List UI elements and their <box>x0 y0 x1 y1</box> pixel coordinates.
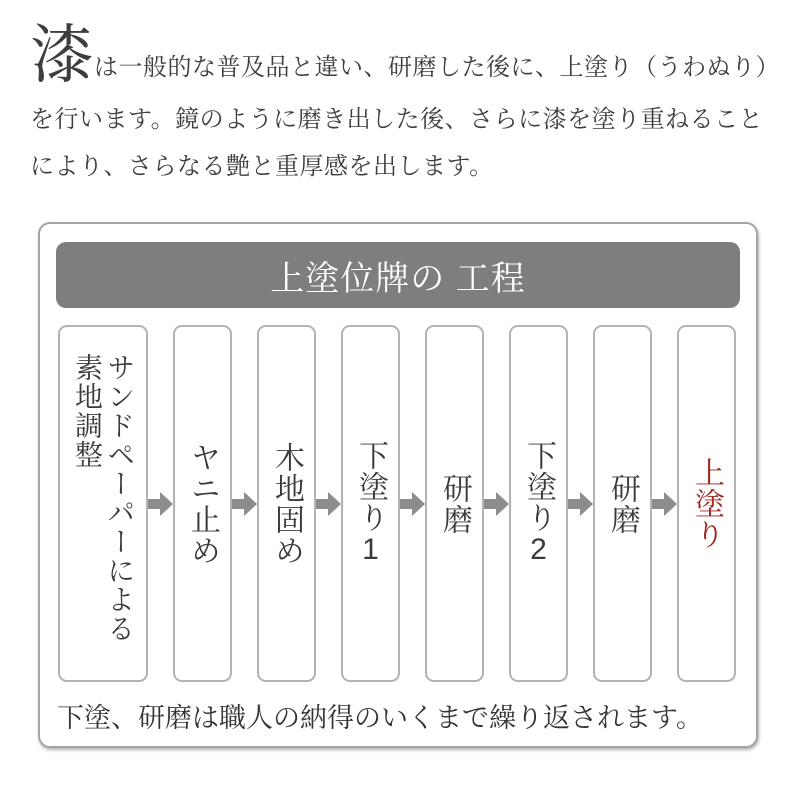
diagram-title: 上塗位牌の 工程 <box>270 259 526 298</box>
step-label: 研磨 <box>438 472 471 535</box>
arrow-right-icon <box>400 325 425 682</box>
step-label: 木地固め <box>270 441 303 566</box>
step-label: サンドペーパーによる 素地調整 <box>72 353 136 643</box>
arrow-right-icon <box>316 325 341 682</box>
step-box <box>593 325 652 682</box>
step-label: 研磨 <box>606 472 639 535</box>
intro-line-1 <box>30 22 778 89</box>
arrow-right-icon <box>568 325 593 682</box>
arrow-right-icon <box>484 325 509 682</box>
flow-row <box>58 325 756 682</box>
step-label: 下塗り2 <box>522 440 555 567</box>
step-label: ヤニ止め <box>186 441 219 566</box>
step-box <box>257 325 316 682</box>
step-box <box>58 325 148 682</box>
process-diagram <box>38 222 758 748</box>
intro-paragraph <box>30 22 778 184</box>
intro-line-2: を行います。鏡のように磨き出した後、さらに漆を塗り重ねること <box>30 107 764 134</box>
step-label: 上塗り <box>690 457 723 550</box>
diagram-header <box>56 242 740 308</box>
arrow-right-icon <box>232 325 257 682</box>
intro-line-3: により、さらなる艶と重厚感を出します。 <box>30 154 494 181</box>
drop-cap-character: 漆 <box>30 20 94 91</box>
step-box <box>341 325 400 682</box>
step-box <box>425 325 484 682</box>
step-box <box>677 325 736 682</box>
arrow-right-icon <box>148 325 173 682</box>
intro-line-1-text: は一般的な普及品と違い、研磨した後に、上塗り（うわぬり） <box>94 55 780 81</box>
step-box <box>173 325 232 682</box>
step-box <box>509 325 568 682</box>
arrow-right-icon <box>652 325 677 682</box>
step-label: 下塗り1 <box>354 440 387 567</box>
diagram-note: 下塗、研磨は職人の納得のいくまで繰り返されます。 <box>57 703 703 733</box>
